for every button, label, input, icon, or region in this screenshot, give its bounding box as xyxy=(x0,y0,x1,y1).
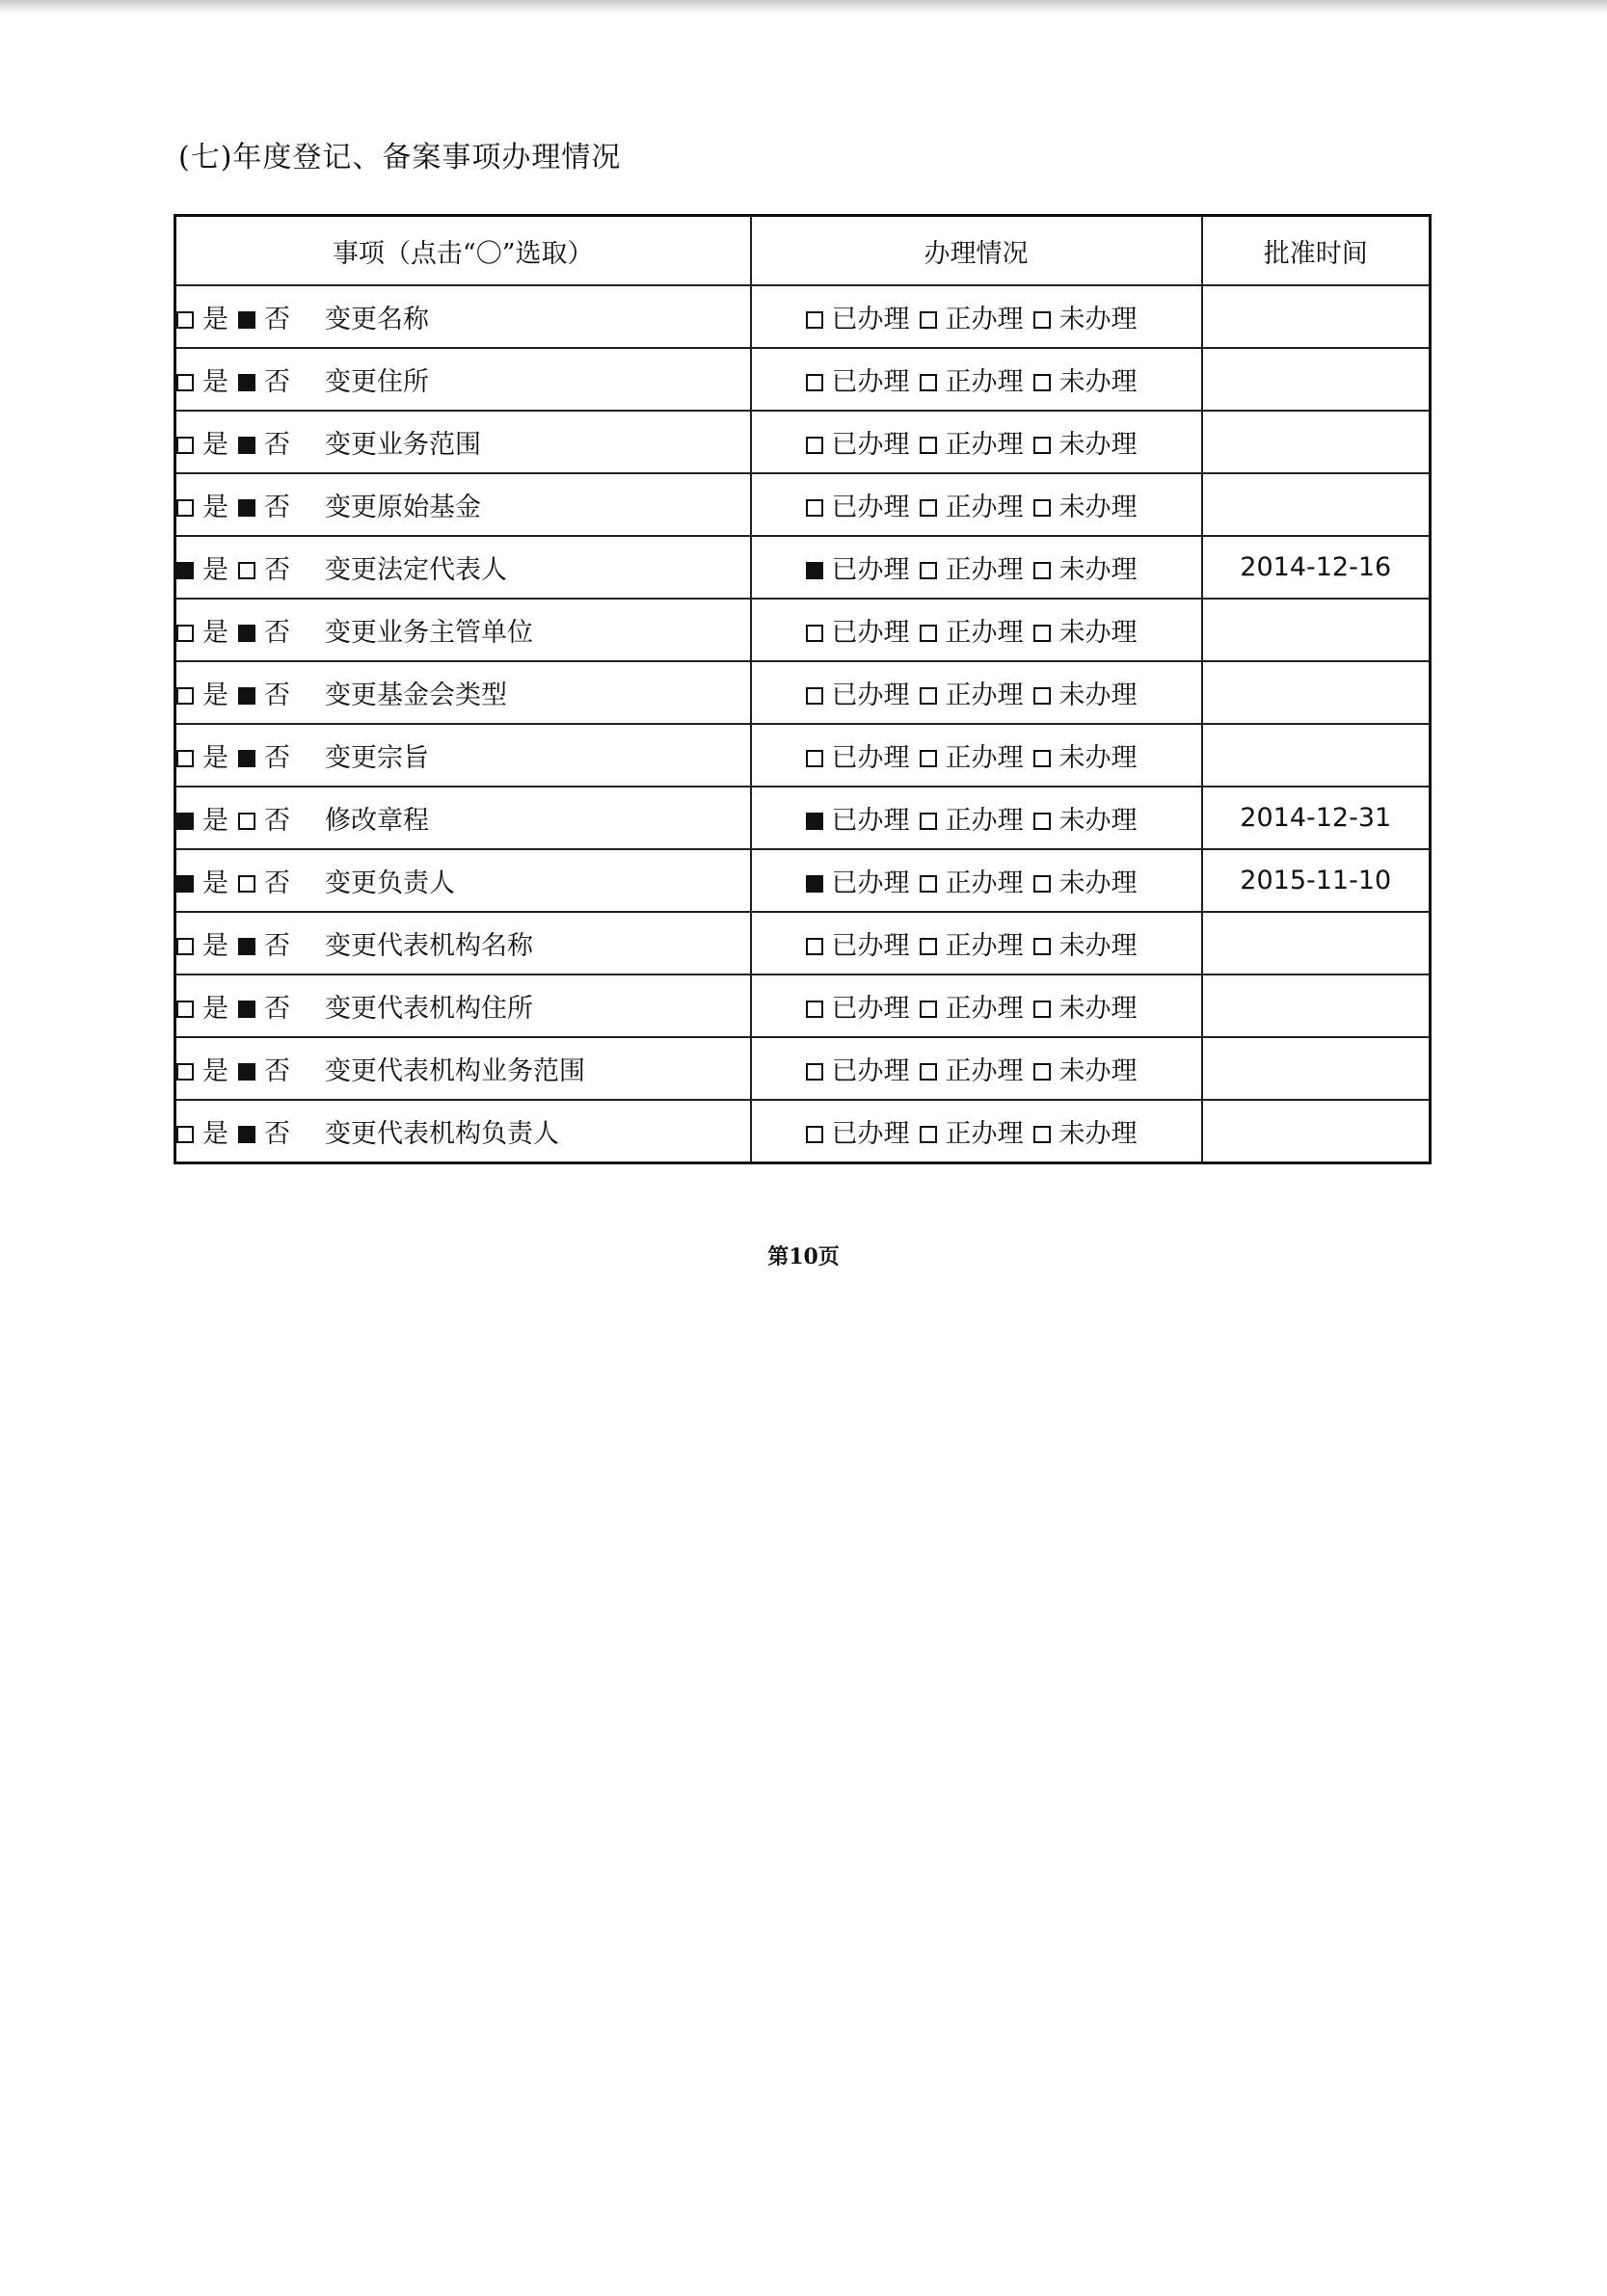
status-cell xyxy=(751,599,1202,661)
checked-checkbox-no[interactable] xyxy=(238,374,255,391)
item-name: 变更业务范围 xyxy=(325,430,481,460)
status-option-label: 已办理 xyxy=(831,931,910,961)
no-label: 否 xyxy=(264,430,290,460)
checked-checkbox-no[interactable] xyxy=(238,750,255,767)
checked-status-checkbox[interactable] xyxy=(806,875,823,893)
no-label: 否 xyxy=(264,868,290,898)
no-label: 否 xyxy=(264,493,290,522)
approval-date xyxy=(1202,724,1431,787)
checked-checkbox-yes[interactable] xyxy=(176,813,194,830)
status-checkbox[interactable] xyxy=(1033,687,1051,705)
approval-date xyxy=(1202,599,1431,661)
item-cell xyxy=(175,787,751,849)
table-header-row xyxy=(175,216,1431,286)
status-checkbox[interactable] xyxy=(1033,437,1051,454)
checkbox-yes[interactable] xyxy=(176,437,194,454)
status-checkbox[interactable] xyxy=(920,687,937,705)
no-label: 否 xyxy=(264,1119,290,1149)
registration-table xyxy=(174,214,1432,1164)
status-checkbox[interactable] xyxy=(1033,374,1051,391)
yes-label: 是 xyxy=(202,618,228,648)
status-cell xyxy=(751,285,1202,348)
checked-checkbox-no[interactable] xyxy=(238,1126,255,1143)
status-option-label: 正办理 xyxy=(945,493,1024,522)
checkbox-no[interactable] xyxy=(238,813,255,830)
no-label: 否 xyxy=(264,618,290,648)
yes-label: 是 xyxy=(202,868,228,898)
status-option-label: 未办理 xyxy=(1058,743,1138,773)
table-row xyxy=(175,849,1431,912)
item-name: 变更代表机构负责人 xyxy=(325,1119,559,1149)
status-cell xyxy=(751,536,1202,599)
status-option-label: 已办理 xyxy=(831,305,910,334)
table-row xyxy=(175,787,1431,849)
status-checkbox[interactable] xyxy=(1033,1126,1051,1143)
checked-status-checkbox[interactable] xyxy=(806,813,823,830)
status-option-label: 未办理 xyxy=(1058,367,1138,397)
table-row xyxy=(175,599,1431,661)
no-label: 否 xyxy=(264,994,290,1024)
no-label: 否 xyxy=(264,743,290,773)
status-option-label: 正办理 xyxy=(945,618,1024,648)
item-name: 变更负责人 xyxy=(325,868,455,898)
status-option-label: 已办理 xyxy=(831,430,910,460)
status-option-label: 已办理 xyxy=(831,806,910,836)
table-row xyxy=(175,411,1431,473)
item-name: 变更代表机构住所 xyxy=(325,994,533,1024)
item-cell xyxy=(175,1100,751,1163)
status-checkbox[interactable] xyxy=(1033,813,1051,830)
table-row xyxy=(175,348,1431,411)
status-option-label: 未办理 xyxy=(1058,868,1138,898)
item-name: 变更名称 xyxy=(325,305,429,334)
status-option-label: 未办理 xyxy=(1058,305,1138,334)
checked-checkbox-no[interactable] xyxy=(238,1063,255,1081)
checked-checkbox-no[interactable] xyxy=(238,499,255,517)
item-name: 变更宗旨 xyxy=(325,743,429,773)
status-option-label: 正办理 xyxy=(945,994,1024,1024)
checked-checkbox-no[interactable] xyxy=(238,625,255,642)
item-name: 变更住所 xyxy=(325,367,429,397)
checkbox-yes[interactable] xyxy=(176,1126,194,1143)
item-name: 变更基金会类型 xyxy=(325,681,507,710)
status-option-label: 已办理 xyxy=(831,743,910,773)
yes-label: 是 xyxy=(202,994,228,1024)
checked-status-checkbox[interactable] xyxy=(806,562,823,579)
checkbox-no[interactable] xyxy=(238,562,255,579)
status-cell xyxy=(751,849,1202,912)
approval-date xyxy=(1202,912,1431,974)
item-cell xyxy=(175,849,751,912)
status-checkbox[interactable] xyxy=(806,311,823,329)
header-status: 办理情况 xyxy=(751,216,1202,286)
no-label: 否 xyxy=(264,555,290,585)
yes-label: 是 xyxy=(202,430,228,460)
checkbox-yes[interactable] xyxy=(176,750,194,767)
header-item: 事项（点击“〇”选取） xyxy=(175,216,751,286)
status-option-label: 正办理 xyxy=(945,743,1024,773)
status-cell xyxy=(751,411,1202,473)
status-checkbox[interactable] xyxy=(1033,938,1051,955)
item-cell xyxy=(175,724,751,787)
item-name: 修改章程 xyxy=(325,806,429,836)
yes-label: 是 xyxy=(202,367,228,397)
approval-date xyxy=(1202,661,1431,724)
status-cell xyxy=(751,348,1202,411)
item-cell xyxy=(175,912,751,974)
yes-label: 是 xyxy=(202,743,228,773)
status-checkbox[interactable] xyxy=(1033,1001,1051,1018)
status-cell xyxy=(751,473,1202,536)
checkbox-yes[interactable] xyxy=(176,499,194,517)
item-name: 变更法定代表人 xyxy=(325,555,507,585)
status-option-label: 已办理 xyxy=(831,681,910,710)
status-option-label: 正办理 xyxy=(945,868,1024,898)
no-label: 否 xyxy=(264,305,290,334)
status-option-label: 未办理 xyxy=(1058,1056,1138,1086)
status-checkbox[interactable] xyxy=(920,374,937,391)
scan-edge xyxy=(0,0,1607,13)
item-name: 变更原始基金 xyxy=(325,493,481,522)
table-row xyxy=(175,912,1431,974)
status-checkbox[interactable] xyxy=(920,1126,937,1143)
checkbox-yes[interactable] xyxy=(176,1001,194,1018)
no-label: 否 xyxy=(264,681,290,710)
status-checkbox[interactable] xyxy=(920,311,937,329)
yes-label: 是 xyxy=(202,305,228,334)
status-option-label: 正办理 xyxy=(945,806,1024,836)
status-checkbox[interactable] xyxy=(920,750,937,767)
status-checkbox[interactable] xyxy=(920,875,937,893)
yes-label: 是 xyxy=(202,493,228,522)
status-checkbox[interactable] xyxy=(806,499,823,517)
status-option-label: 正办理 xyxy=(945,555,1024,585)
status-option-label: 未办理 xyxy=(1058,1119,1138,1149)
approval-date xyxy=(1202,411,1431,473)
checked-checkbox-no[interactable] xyxy=(238,687,255,705)
status-option-label: 已办理 xyxy=(831,868,910,898)
status-checkbox[interactable] xyxy=(920,813,937,830)
yes-label: 是 xyxy=(202,1056,228,1086)
page-number: 第10页 xyxy=(767,1244,840,1269)
approval-date xyxy=(1202,285,1431,348)
checked-checkbox-no[interactable] xyxy=(238,311,255,329)
item-cell xyxy=(175,536,751,599)
status-checkbox[interactable] xyxy=(1033,311,1051,329)
table-row xyxy=(175,974,1431,1037)
status-checkbox[interactable] xyxy=(1033,499,1051,517)
status-option-label: 正办理 xyxy=(945,1119,1024,1149)
status-checkbox[interactable] xyxy=(920,1063,937,1081)
status-option-label: 正办理 xyxy=(945,367,1024,397)
status-checkbox[interactable] xyxy=(806,750,823,767)
yes-label: 是 xyxy=(202,1119,228,1149)
status-checkbox[interactable] xyxy=(1033,750,1051,767)
checked-checkbox-no[interactable] xyxy=(238,437,255,454)
checkbox-no[interactable] xyxy=(238,875,255,893)
status-option-label: 正办理 xyxy=(945,1056,1024,1086)
status-checkbox[interactable] xyxy=(806,625,823,642)
table-row xyxy=(175,724,1431,787)
table-row xyxy=(175,661,1431,724)
status-checkbox[interactable] xyxy=(920,437,937,454)
checked-checkbox-no[interactable] xyxy=(238,938,255,955)
approval-date xyxy=(1202,1100,1431,1163)
approval-date xyxy=(1202,348,1431,411)
status-option-label: 正办理 xyxy=(945,931,1024,961)
item-name: 变更业务主管单位 xyxy=(325,618,533,648)
item-cell xyxy=(175,661,751,724)
status-checkbox[interactable] xyxy=(1033,1063,1051,1081)
status-option-label: 未办理 xyxy=(1058,931,1138,961)
status-cell xyxy=(751,787,1202,849)
status-checkbox[interactable] xyxy=(920,562,937,579)
table-body xyxy=(175,285,1431,1163)
status-option-label: 未办理 xyxy=(1058,681,1138,710)
approval-date xyxy=(1202,1037,1431,1100)
status-cell xyxy=(751,1100,1202,1163)
status-option-label: 已办理 xyxy=(831,1056,910,1086)
status-checkbox[interactable] xyxy=(1033,562,1051,579)
approval-date xyxy=(1202,974,1431,1037)
checked-checkbox-yes[interactable] xyxy=(176,875,194,893)
item-cell xyxy=(175,974,751,1037)
status-option-label: 未办理 xyxy=(1058,555,1138,585)
status-checkbox[interactable] xyxy=(806,938,823,955)
status-cell xyxy=(751,661,1202,724)
status-checkbox[interactable] xyxy=(920,1001,937,1018)
status-option-label: 未办理 xyxy=(1058,994,1138,1024)
approval-date xyxy=(1202,473,1431,536)
status-option-label: 未办理 xyxy=(1058,618,1138,648)
table-row xyxy=(175,285,1431,348)
item-cell xyxy=(175,473,751,536)
header-date: 批准时间 xyxy=(1202,216,1431,286)
status-checkbox[interactable] xyxy=(920,499,937,517)
checkbox-yes[interactable] xyxy=(176,938,194,955)
checkbox-yes[interactable] xyxy=(176,687,194,705)
approval-date: 2014-12-31 xyxy=(1202,787,1431,849)
item-cell xyxy=(175,348,751,411)
status-option-label: 已办理 xyxy=(831,367,910,397)
item-cell xyxy=(175,285,751,348)
status-option-label: 已办理 xyxy=(831,618,910,648)
status-option-label: 正办理 xyxy=(945,430,1024,460)
status-cell xyxy=(751,912,1202,974)
status-option-label: 正办理 xyxy=(945,681,1024,710)
approval-date: 2015-11-10 xyxy=(1202,849,1431,912)
checkbox-yes[interactable] xyxy=(176,374,194,391)
status-option-label: 未办理 xyxy=(1058,430,1138,460)
checkbox-yes[interactable] xyxy=(176,625,194,642)
status-option-label: 已办理 xyxy=(831,555,910,585)
no-label: 否 xyxy=(264,931,290,961)
status-checkbox[interactable] xyxy=(806,1126,823,1143)
item-cell xyxy=(175,411,751,473)
approval-date: 2014-12-16 xyxy=(1202,536,1431,599)
table-row xyxy=(175,1100,1431,1163)
table-row xyxy=(175,1037,1431,1100)
status-option-label: 已办理 xyxy=(831,994,910,1024)
checkbox-yes[interactable] xyxy=(176,311,194,329)
status-option-label: 已办理 xyxy=(831,1119,910,1149)
status-cell xyxy=(751,974,1202,1037)
status-option-label: 正办理 xyxy=(945,305,1024,334)
status-option-label: 未办理 xyxy=(1058,493,1138,522)
checked-checkbox-no[interactable] xyxy=(238,1001,255,1018)
status-checkbox[interactable] xyxy=(806,437,823,454)
table-row xyxy=(175,536,1431,599)
item-cell xyxy=(175,1037,751,1100)
yes-label: 是 xyxy=(202,681,228,710)
table-row xyxy=(175,473,1431,536)
status-checkbox[interactable] xyxy=(806,687,823,705)
yes-label: 是 xyxy=(202,931,228,961)
yes-label: 是 xyxy=(202,555,228,585)
status-checkbox[interactable] xyxy=(806,1001,823,1018)
status-checkbox[interactable] xyxy=(806,1063,823,1081)
item-name: 变更代表机构业务范围 xyxy=(325,1056,585,1086)
section-title: (七)年度登记、备案事项办理情况 xyxy=(178,141,622,174)
status-checkbox[interactable] xyxy=(806,374,823,391)
no-label: 否 xyxy=(264,806,290,836)
status-cell xyxy=(751,724,1202,787)
yes-label: 是 xyxy=(202,806,228,836)
checked-checkbox-yes[interactable] xyxy=(176,562,194,579)
checkbox-yes[interactable] xyxy=(176,1063,194,1081)
no-label: 否 xyxy=(264,367,290,397)
status-checkbox[interactable] xyxy=(920,938,937,955)
status-cell xyxy=(751,1037,1202,1100)
status-option-label: 未办理 xyxy=(1058,806,1138,836)
status-checkbox[interactable] xyxy=(1033,875,1051,893)
status-checkbox[interactable] xyxy=(1033,625,1051,642)
item-name: 变更代表机构名称 xyxy=(325,931,533,961)
item-cell xyxy=(175,599,751,661)
status-option-label: 已办理 xyxy=(831,493,910,522)
status-checkbox[interactable] xyxy=(920,625,937,642)
no-label: 否 xyxy=(264,1056,290,1086)
